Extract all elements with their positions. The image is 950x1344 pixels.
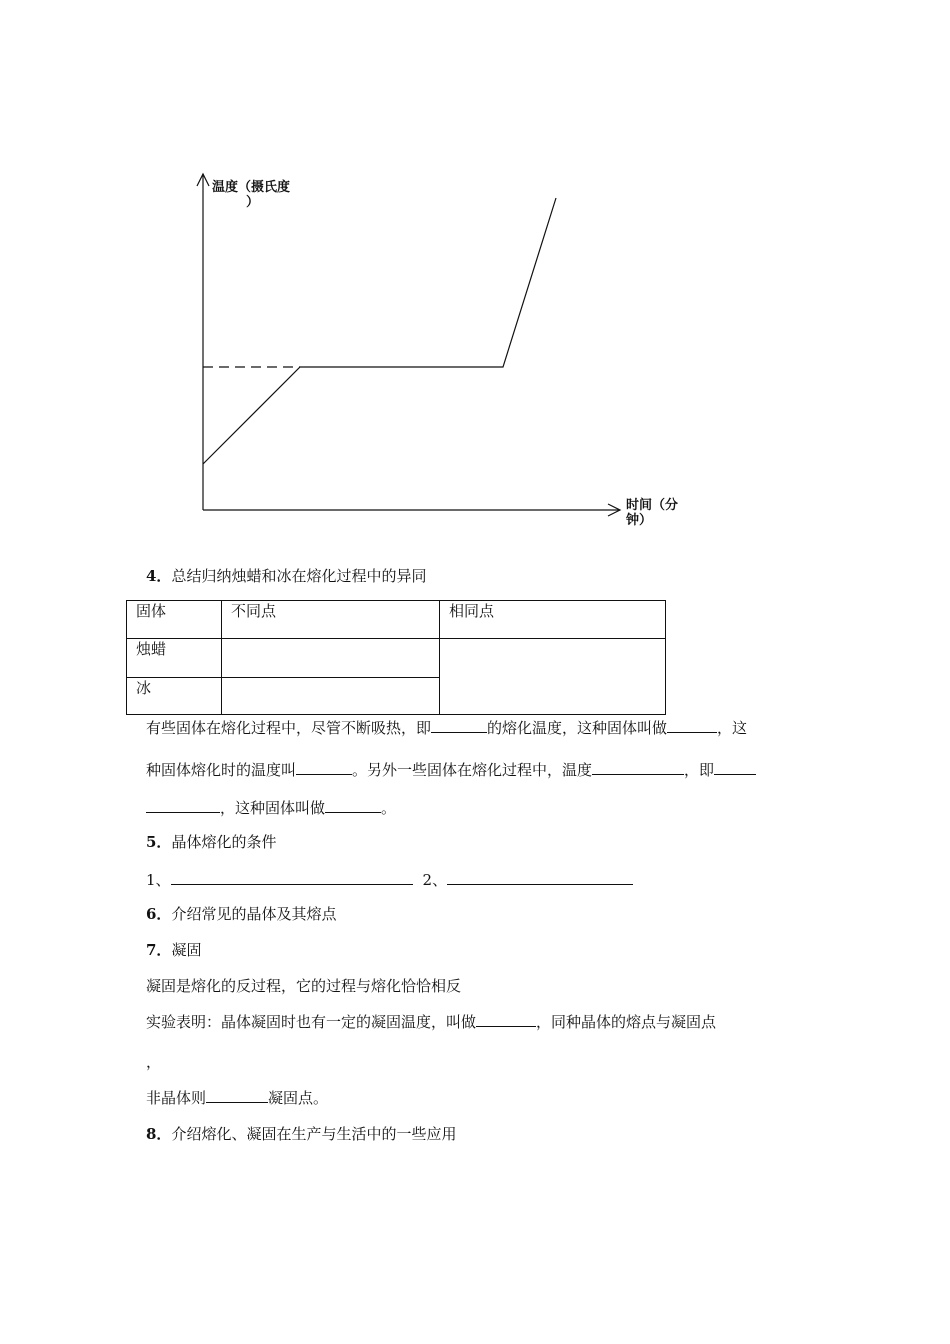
q4-heading — [146, 566, 426, 586]
q4-fill-line-1: 有些固体在熔化过程中，尽管不断吸热，即 的熔化温度，这种固体叫做 ，这 — [146, 719, 748, 737]
header-differences: 不同点 — [222, 601, 440, 639]
table-row — [127, 639, 666, 678]
q7-heading — [146, 940, 201, 960]
q6-title: 介绍常见的晶体及其熔点 — [171, 905, 337, 923]
q7-number: 7． — [146, 941, 172, 959]
similarities-cell[interactable] — [440, 639, 666, 715]
blank[interactable] — [325, 798, 381, 813]
blank[interactable] — [206, 1088, 268, 1103]
q4-fill-line-3: ，这种固体叫做 。 — [146, 798, 396, 818]
comparison-table — [126, 600, 666, 715]
q4-fill-line-2: 种固体熔化时的温度叫 。另外一些固体在熔化过程中，温度 ，即 — [146, 760, 756, 780]
row-label-ice: 冰 — [127, 678, 222, 715]
q8-title: 介绍熔化、凝固在生产与生活中的一些应用 — [171, 1125, 457, 1143]
q7-line-3: ， — [146, 1053, 162, 1071]
q8-number: 8． — [146, 1125, 172, 1143]
q4-title: 总结归纳烛蜡和冰在熔化过程中的异同 — [171, 567, 427, 585]
q5-title: 晶体熔化的条件 — [171, 833, 277, 851]
blank[interactable] — [714, 760, 756, 775]
header-similarities: 相同点 — [440, 601, 666, 639]
wax-differences-cell[interactable] — [222, 639, 440, 678]
table-header-row — [127, 601, 666, 639]
q7-line-1: 凝固是熔化的反过程，它的过程与熔化恰恰相反 — [146, 977, 462, 995]
x-axis-label: 时间（分 钟） — [626, 498, 679, 528]
blank[interactable] — [171, 870, 413, 885]
q5-items: 1、 2、 — [146, 870, 633, 890]
blank[interactable] — [296, 760, 352, 775]
blank[interactable] — [667, 718, 717, 733]
blank[interactable] — [592, 760, 684, 775]
q5-heading — [146, 832, 276, 852]
q6-heading — [146, 904, 336, 924]
q4-number: 4． — [146, 567, 172, 585]
blank[interactable] — [146, 798, 220, 813]
ice-melting-curve — [203, 198, 556, 464]
q7-line-2: 实验表明：晶体凝固时也有一定的凝固温度，叫做 ，同种晶体的熔点与凝固点 — [146, 1013, 717, 1031]
header-solid: 固体 — [127, 601, 222, 639]
q7-title: 凝固 — [171, 941, 202, 959]
q7-line-4: 非晶体则 凝固点。 — [146, 1089, 329, 1107]
row-label-wax: 烛蜡 — [127, 639, 222, 678]
melting-graph — [0, 0, 950, 540]
q8-heading — [146, 1124, 456, 1144]
blank[interactable] — [476, 1012, 536, 1027]
q6-number: 6． — [146, 905, 172, 923]
blank[interactable] — [431, 718, 487, 733]
ice-differences-cell[interactable] — [222, 678, 440, 715]
q5-number: 5． — [146, 833, 172, 851]
blank[interactable] — [447, 870, 633, 885]
y-axis-label: 温度（摄氏度 ） — [212, 180, 291, 210]
